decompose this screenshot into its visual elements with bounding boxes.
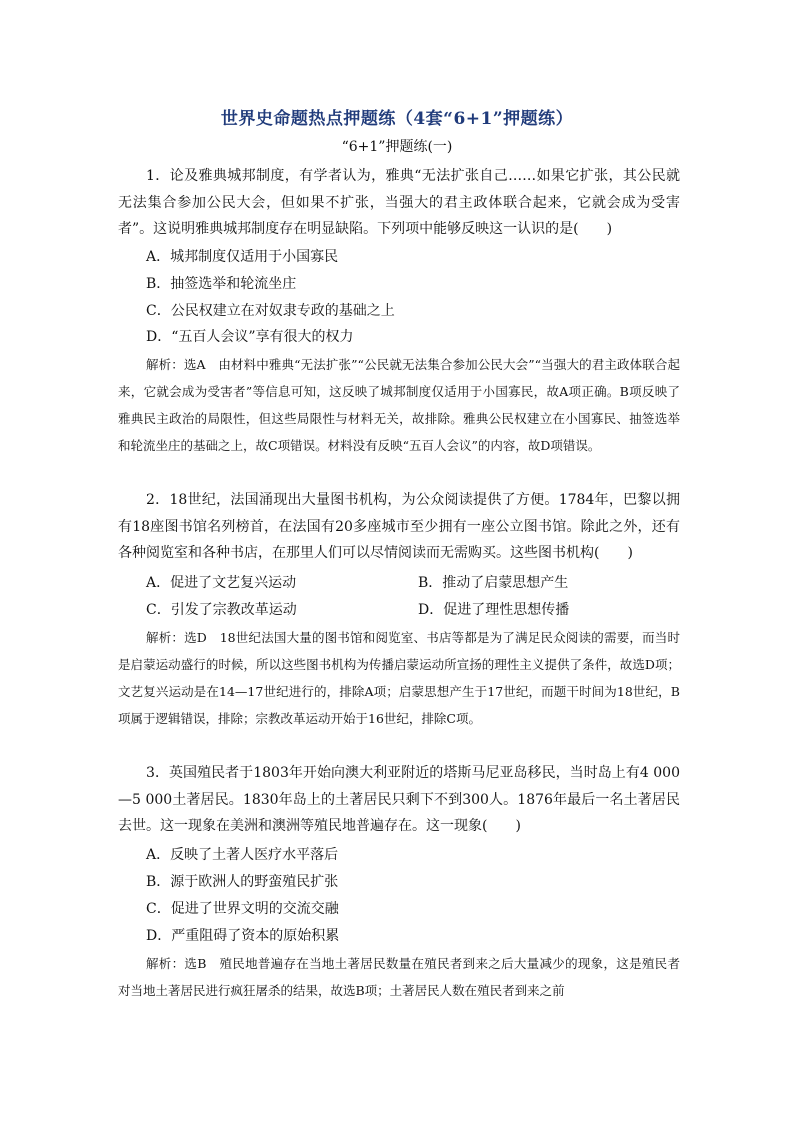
question-3-option-d: D．严重阻碍了资本的原始积累	[146, 928, 340, 944]
page-subtitle: “6+1”押题练(一)	[341, 139, 453, 155]
question-2-option-c: C．引发了宗教改革运动	[146, 602, 297, 618]
question-1-stem: 1．论及雅典城邦制度，有学者认为，雅典“无法扩张自己……如果它扩张，其公民就无法集合参加公民大会，但如果不扩张，当强大的君主政体联合起来，它就会成为受害者”。这说明雅典城邦制度存在明显缺陷。下列项中能够反映这一认识的是( )	[118, 168, 680, 237]
question-2-option-a: A．促进了文艺复兴运动	[146, 575, 297, 591]
question-2-stem: 2．18世纪，法国涌现出大量图书机构，为公众阅读提供了方便。1784年，巴黎以拥有18座图书馆名列榜首，在法国有20多座城市至少拥有一座公立图书馆。除此之外，还有各种阅览室和各种书店，在那里人们可以尽情阅读而无需购买。这些图书机构( )	[118, 492, 680, 561]
page-title: 世界史命题热点押题练（4套“6+1”押题练）	[220, 109, 574, 129]
question-2-analysis: 解析：选D 18世纪法国大量的图书馆和阅览室、书店等都是为了满足民众阅读的需要，而当时是启蒙运动盛行的时候，所以这些图书机构为传播启蒙运动所宣扬的理性主义提供了条件，故选D项；文艺复兴运动是在14—17世纪进行的，排除A项；启蒙思想产生于17世纪，而题干时间为18世纪，B项属于逻辑错误，排除；宗教改革运动开始于16世纪，排除C项。	[118, 630, 680, 726]
question-1-option-c: C．公民权建立在对奴隶专政的基础之上	[146, 303, 395, 319]
question-3-option-c: C．促进了世界文明的交流交融	[146, 901, 339, 917]
question-3-stem: 3．英国殖民者于1803年开始向澳大利亚附近的塔斯马尼亚岛移民，当时岛上有4 000—5 000土著居民。1830年岛上的土著居民只剩下不到300人。1876年最后一名土著居民去世。这一现象在美洲和澳洲等殖民地普遍存在。这一现象( )	[118, 765, 680, 834]
question-2-option-d: D．促进了理性思想传播	[418, 602, 570, 618]
question-3-analysis: 解析：选B 殖民地普遍存在当地土著居民数量在殖民者到来之后大量减少的现象，这是殖民者对当地土著居民进行疯狂屠杀的结果，故选B项；土著居民人数在殖民者到来之前	[118, 956, 680, 998]
question-3-option-b: B．源于欧洲人的野蛮殖民扩张	[146, 874, 339, 890]
question-3-option-a: A．反映了土著人医疗水平落后	[146, 847, 339, 863]
question-1-option-a: A．城邦制度仅适用于小国寡民	[146, 249, 339, 265]
question-1-analysis: 解析：选A 由材料中雅典“无法扩张”“公民就无法集合参加公民大会”“当强大的君主政体联合起来，它就会成为受害者”等信息可知，这反映了城邦制度仅适用于小国寡民，故A项正确。B项反映了雅典民主政治的局限性，但这些局限性与材料无关，故排除。雅典公民权建立在小国寡民、抽签选举和轮流坐庄的基础之上，故C项错误。材料没有反映“五百人会议”的内容，故D项错误。	[118, 357, 680, 453]
question-1-option-d: D．“五百人会议”享有很大的权力	[146, 329, 354, 345]
question-1-option-b: B．抽签选举和轮流坐庄	[146, 276, 297, 292]
question-2-option-b: B．推动了启蒙思想产生	[418, 575, 569, 591]
